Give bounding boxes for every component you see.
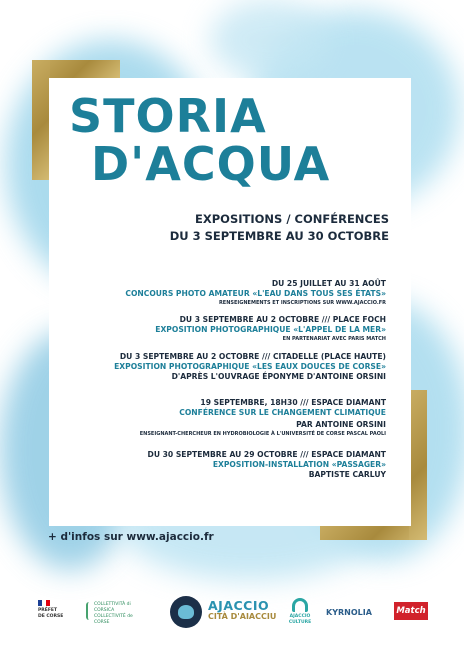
- event-title: EXPOSITION PHOTOGRAPHIQUE «LES EAUX DOUCES DE CORSE»: [114, 362, 386, 371]
- event-date: DU 25 JUILLET AU 31 AOÛT: [271, 279, 386, 288]
- event-title: CONFÉRENCE SUR LE CHANGEMENT CLIMATIQUE: [179, 408, 386, 417]
- poster-title: [69, 89, 331, 191]
- paris-match-logo: Match: [394, 602, 428, 620]
- event-note: RENSEIGNEMENTS ET INSCRIPTIONS SUR WWW.AJACCIO.FR: [218, 300, 386, 306]
- sponsor-logos: [0, 590, 464, 640]
- kyrnolia-logo: KYRNOLIA: [326, 608, 372, 617]
- event-title: EXPOSITION PHOTOGRAPHIQUE «L'APPEL DE LA MER»: [155, 325, 386, 334]
- gold-frame-top-left: [32, 60, 50, 180]
- culture-arch-icon: [292, 598, 308, 612]
- event-date: DU 3 SEPTEMBRE AU 2 OCTOBRE /// CITADELLE (PLACE HAUTE): [119, 352, 386, 361]
- title-line-2: D'ACQUA: [91, 137, 331, 191]
- more-info-link[interactable]: + d'infos sur www.ajaccio.fr: [48, 531, 214, 543]
- event-detail: D'APRÈS L'OUVRAGE ÉPONYME D'ANTOINE ORSINI: [171, 372, 386, 381]
- event-title: CONCOURS PHOTO AMATEUR «L'EAU DANS TOUS SES ÉTATS»: [125, 289, 386, 298]
- event-block: [46, 279, 386, 307]
- ajaccio-culture-logo: AJACCIO CULTURE: [286, 598, 314, 625]
- event-block: [46, 398, 386, 438]
- event-block: [46, 352, 386, 382]
- event-date: DU 3 SEPTEMBRE AU 2 OCTOBRE /// PLACE FOCH: [179, 315, 386, 324]
- title-line-1: STORIA: [69, 89, 267, 143]
- event-block: [46, 315, 386, 343]
- event-detail: PAR ANTOINE ORSINI: [296, 420, 386, 429]
- subtitle-line-1: EXPOSITIONS / CONFÉRENCES: [195, 212, 389, 226]
- event-block: [46, 450, 386, 480]
- gold-frame-bottom-right: [409, 390, 427, 540]
- event-date: DU 30 SEPTEMBRE AU 29 OCTOBRE /// ESPACE DIAMANT: [147, 450, 386, 459]
- water-drop-logo-icon: [170, 596, 202, 628]
- ctc-mark-icon: [86, 602, 92, 620]
- ajaccio-logo: AJACCIO CITÀ D'AIACCIU: [208, 598, 277, 621]
- prefet-logo: PRÉFET DE CORSE: [38, 600, 74, 619]
- collectivite-corse-logo: COLLETTIVITÀ di CORSICA COLLECTIVITÉ de CORSE: [86, 602, 148, 626]
- event-title: EXPOSITION-INSTALLATION «PASSAGER»: [212, 460, 386, 469]
- event-note: ENSEIGNANT-CHERCHEUR EN HYDROBIOLOGIE À L'UNIVERSITÉ DE CORSE PASCAL PAOLI: [139, 431, 386, 437]
- french-flag-icon: [38, 600, 50, 606]
- event-date: 19 SEPTEMBRE, 18H30 /// ESPACE DIAMANT: [200, 398, 386, 407]
- event-detail: BAPTISTE CARLUY: [308, 470, 386, 479]
- event-note: EN PARTENARIAT AVEC PARIS MATCH: [282, 336, 386, 342]
- watercolor-splash: [210, 0, 330, 80]
- subtitle-line-2: DU 3 SEPTEMBRE AU 30 OCTOBRE: [169, 229, 389, 243]
